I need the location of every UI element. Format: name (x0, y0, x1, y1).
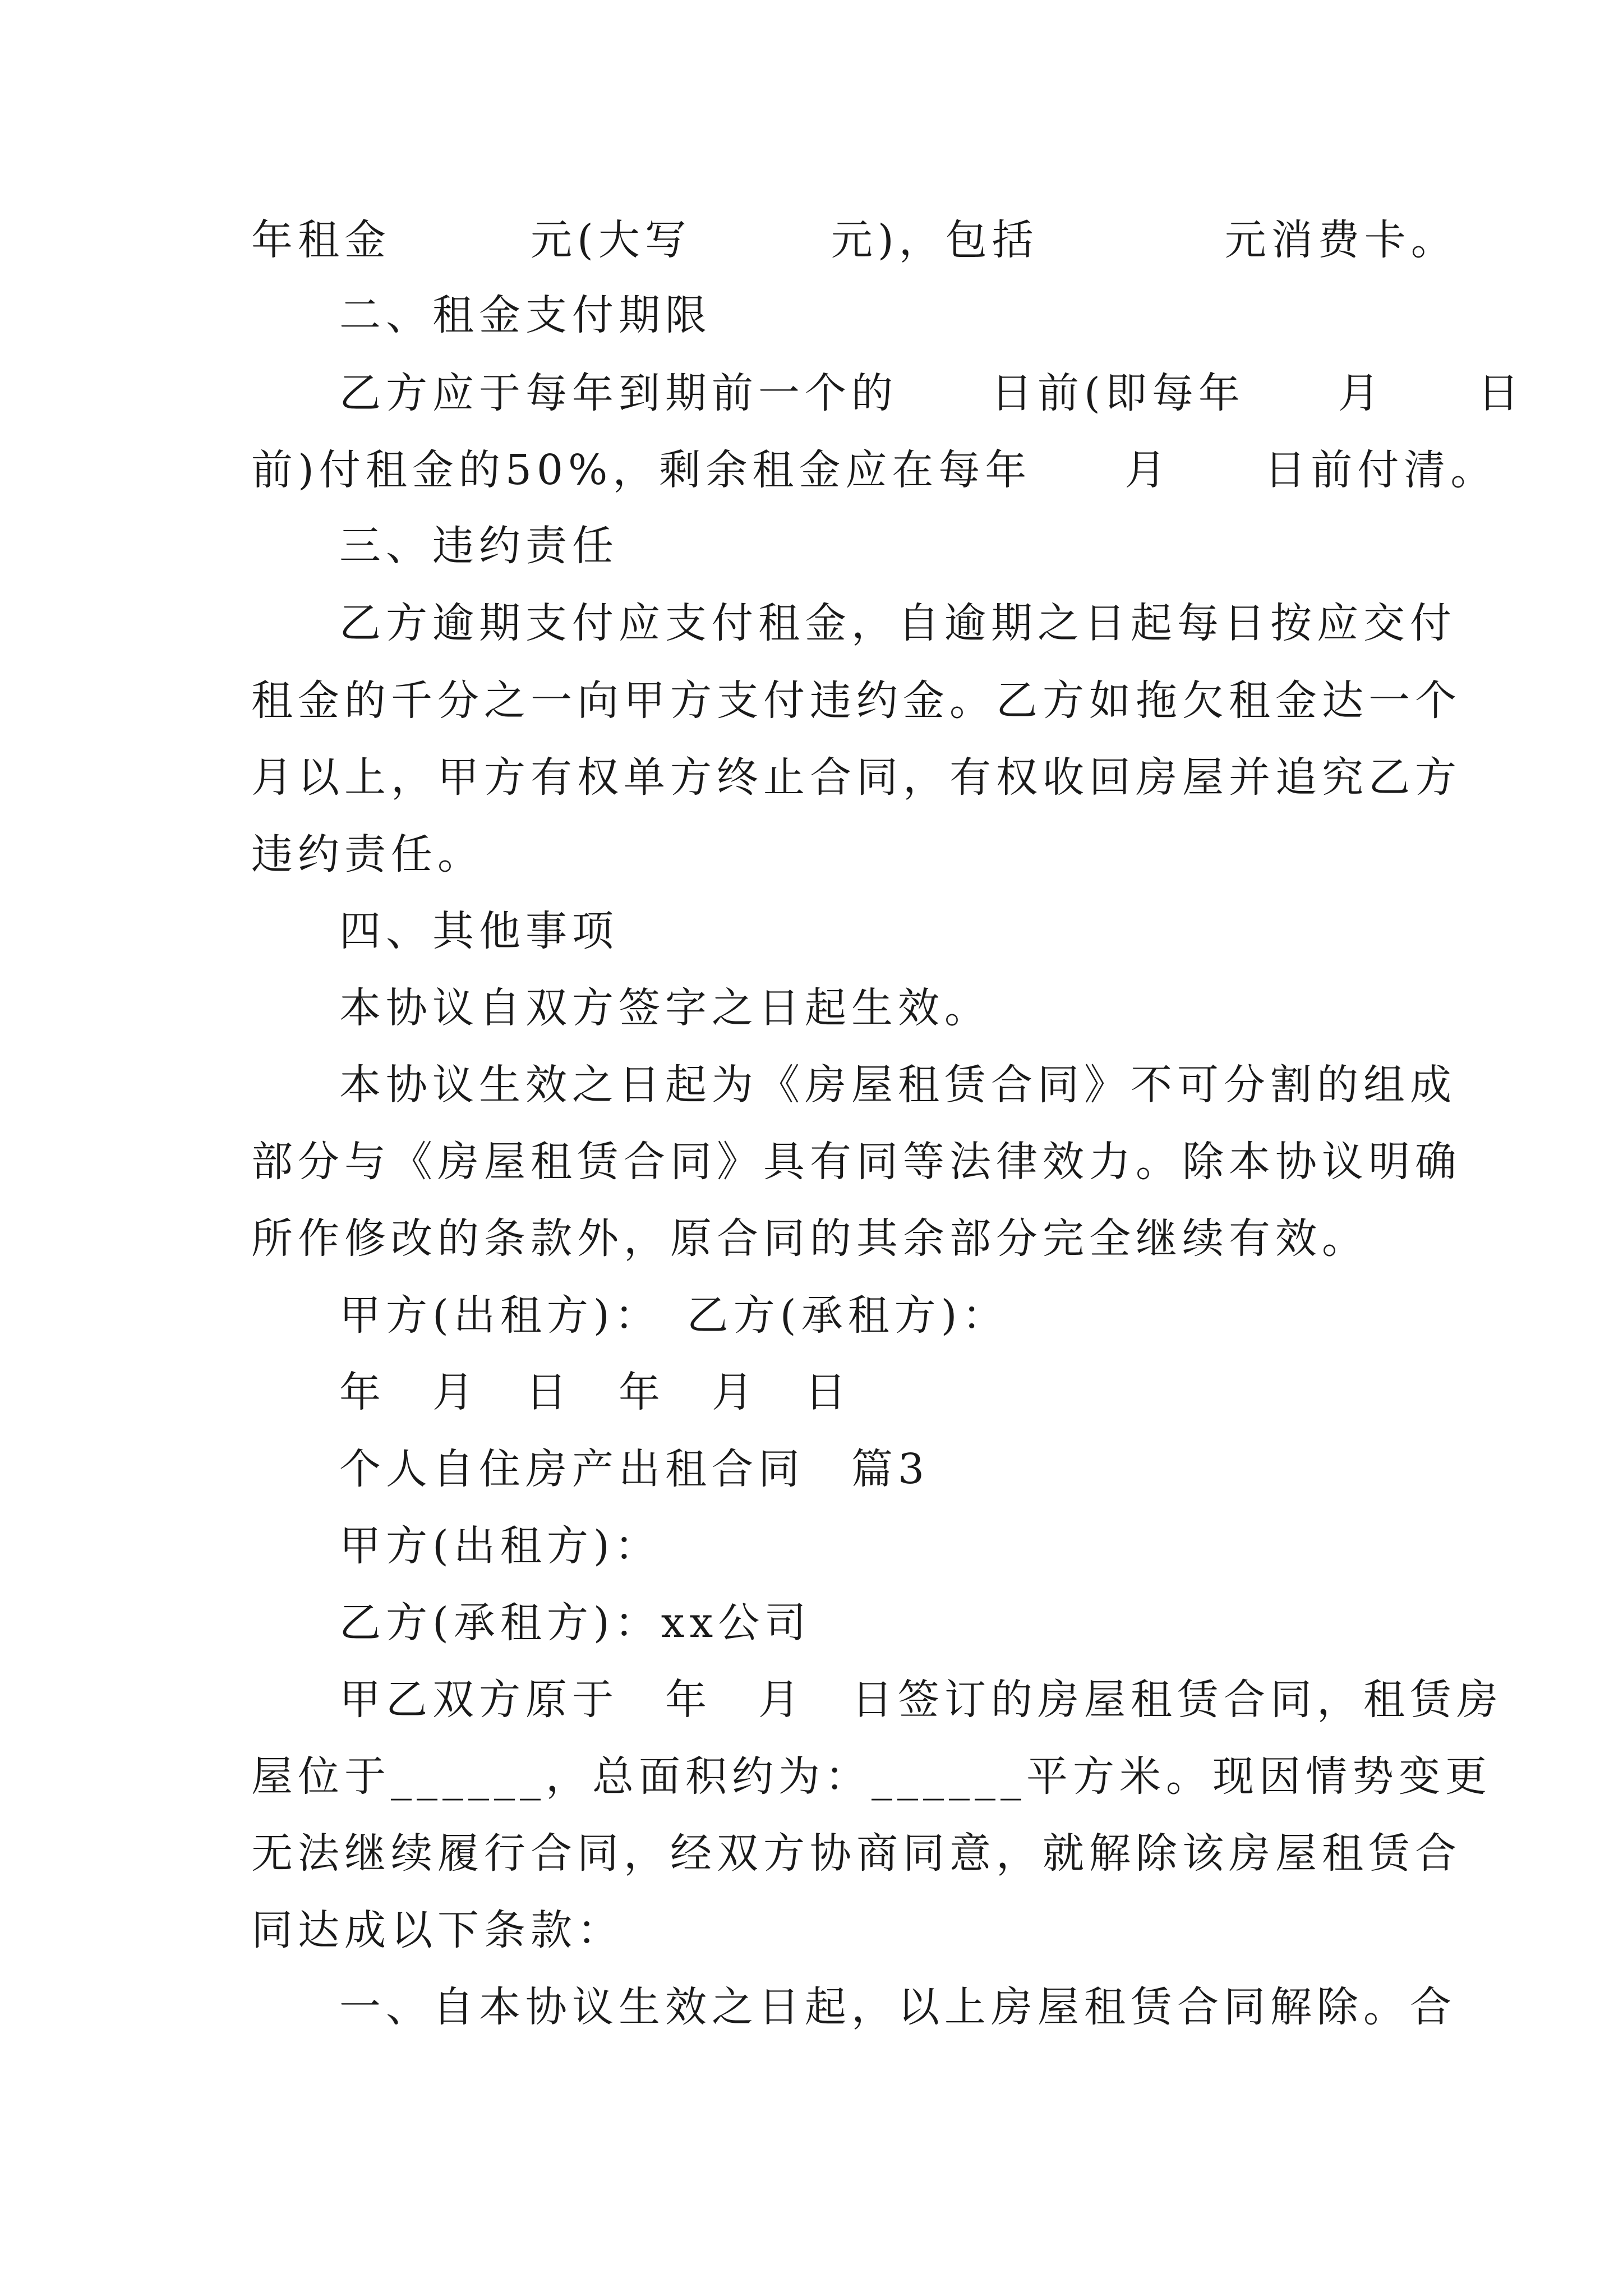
paragraph-line: 乙方逾期支付应支付租金，自逾期之日起每日按应交付 (339, 599, 1456, 647)
section-heading-payment-deadline: 二、租金支付期限 (339, 291, 712, 339)
paragraph-line: 租金的千分之一向甲方支付违约金。乙方如拖欠租金达一个 (251, 677, 1461, 725)
contract-section-title: 个人自住房产出租合同 篇3 (339, 1445, 930, 1493)
paragraph-line: 月以上，甲方有权单方终止合同，有权收回房屋并追究乙方 (251, 753, 1461, 802)
paragraph-line: 违约责任。 (251, 830, 484, 878)
section-heading-breach: 三、违约责任 (339, 522, 619, 570)
paragraph-line: 前)付租金的50%，剩余租金应在每年 月 日前付清。 (251, 446, 1497, 494)
text-line-rent-amount: 年租金 元(大写 元)，包括 元消费卡。 (251, 216, 1458, 264)
paragraph-line: 本协议生效之日起为《房屋租赁合同》不可分割的组成 (339, 1061, 1456, 1109)
paragraph-line: 一、自本协议生效之日起，以上房屋租赁合同解除。合 (339, 1983, 1456, 2031)
party-a-line: 甲方(出租方)： (339, 1522, 661, 1570)
paragraph-line: 同达成以下条款： (251, 1906, 624, 1954)
party-b-line: 乙方(承租方)：xx公司 (339, 1599, 811, 1647)
paragraph-line: 屋位于______，总面积约为：______平方米。现因情势变更 (251, 1752, 1492, 1801)
paragraph-line: 无法继续履行合同，经双方协商同意，就解除该房屋租赁合 (251, 1829, 1461, 1878)
signature-parties-line: 甲方(出租方)： 乙方(承租方)： (339, 1291, 1009, 1340)
paragraph-line: 甲乙双方原于 年 月 日签订的房屋租赁合同，租赁房 (339, 1676, 1503, 1724)
paragraph-line: 本协议自双方签字之日起生效。 (339, 984, 991, 1032)
paragraph-line: 乙方应于每年到期前一个的 日前(即每年 月 日 (339, 369, 1524, 417)
signature-date-line: 年 月 日 年 月 日 (339, 1368, 851, 1416)
section-heading-other-matters: 四、其他事项 (339, 907, 619, 955)
paragraph-line: 所作修改的条款外，原合同的其余部分完全继续有效。 (251, 1214, 1368, 1263)
paragraph-line: 部分与《房屋租赁合同》具有同等法律效力。除本协议明确 (251, 1138, 1461, 1186)
